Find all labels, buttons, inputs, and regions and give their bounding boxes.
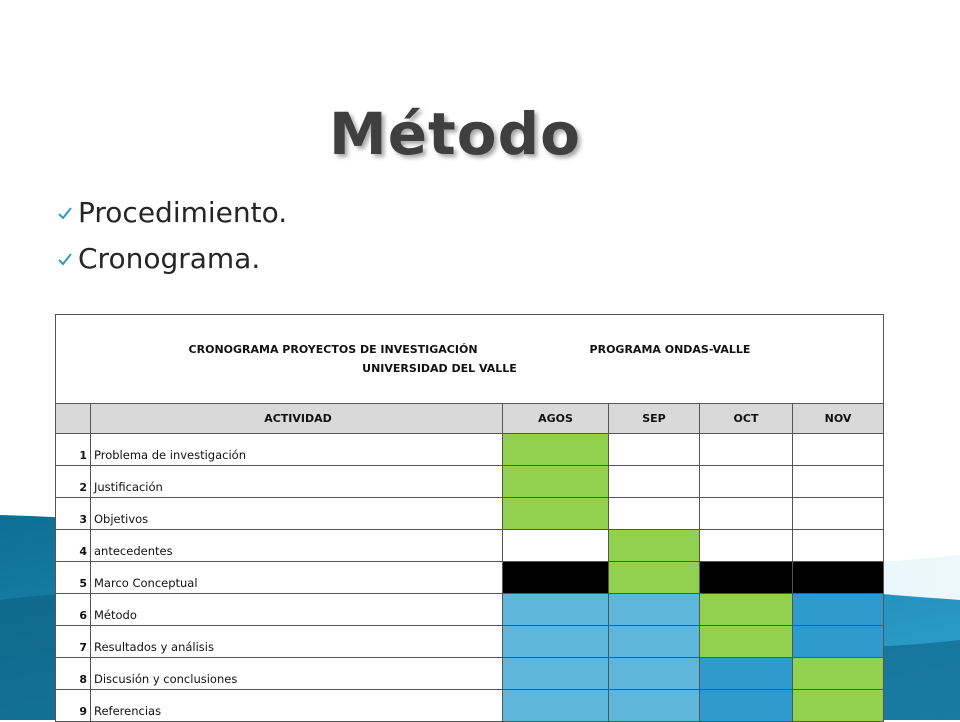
table-row	[56, 594, 884, 626]
column-header-agos: AGOS	[503, 404, 609, 434]
bullet-item	[56, 190, 287, 236]
schedule-cell-sep	[609, 658, 700, 690]
row-activity: Discusión y conclusiones	[91, 658, 503, 690]
schedule-cell-nov	[793, 434, 884, 466]
row-number: 5	[56, 562, 91, 594]
row-activity: antecedentes	[91, 530, 503, 562]
schedule-cell-sep	[609, 530, 700, 562]
schedule-cell-sep	[609, 690, 700, 722]
schedule-cell-agos	[503, 594, 609, 626]
schedule-cell-nov	[793, 466, 884, 498]
schedule-cell-agos	[503, 658, 609, 690]
schedule-cell-sep	[609, 434, 700, 466]
row-activity: Resultados y análisis	[91, 626, 503, 658]
schedule-cell-oct	[700, 690, 793, 722]
row-activity: Método	[91, 594, 503, 626]
table-row	[56, 530, 884, 562]
table-row	[56, 626, 884, 658]
row-number: 6	[56, 594, 91, 626]
bullet-text: Cronograma.	[78, 242, 261, 275]
table-row	[56, 562, 884, 594]
column-header-num	[56, 404, 91, 434]
header-left: CRONOGRAMA PROYECTOS DE INVESTIGACIÓN	[188, 343, 478, 356]
schedule-cell-oct	[700, 530, 793, 562]
schedule-cell-agos	[503, 626, 609, 658]
schedule-cell-nov	[793, 498, 884, 530]
schedule-cell-agos	[503, 466, 609, 498]
schedule-cell-oct	[700, 658, 793, 690]
table-header	[56, 315, 884, 404]
checkmark-icon	[56, 204, 74, 222]
schedule-cell-sep	[609, 562, 700, 594]
row-activity: Marco Conceptual	[91, 562, 503, 594]
bullet-list	[56, 190, 287, 282]
column-header-nov: NOV	[793, 404, 884, 434]
table-row	[56, 658, 884, 690]
row-activity: Justificación	[91, 466, 503, 498]
schedule-cell-nov	[793, 658, 884, 690]
schedule-table	[55, 314, 884, 722]
schedule-cell-nov	[793, 690, 884, 722]
table-row	[56, 498, 884, 530]
table-row	[56, 690, 884, 722]
row-number: 7	[56, 626, 91, 658]
schedule-cell-oct	[700, 466, 793, 498]
schedule-cell-agos	[503, 690, 609, 722]
row-number: 3	[56, 498, 91, 530]
table-row	[56, 466, 884, 498]
schedule-cell-nov	[793, 626, 884, 658]
schedule-cell-nov	[793, 562, 884, 594]
schedule-cell-agos	[503, 530, 609, 562]
bullet-text: Procedimiento.	[78, 196, 288, 229]
schedule-cell-agos	[503, 562, 609, 594]
column-header-oct: OCT	[700, 404, 793, 434]
schedule-cell-oct	[700, 434, 793, 466]
bullet-item	[56, 236, 287, 282]
schedule-cell-oct	[700, 498, 793, 530]
row-activity: Problema de investigación	[91, 434, 503, 466]
row-number: 8	[56, 658, 91, 690]
schedule-cell-sep	[609, 466, 700, 498]
column-header-sep: SEP	[609, 404, 700, 434]
header-right: PROGRAMA ONDAS-VALLE	[589, 343, 751, 356]
schedule-cell-nov	[793, 594, 884, 626]
header-sub: UNIVERSIDAD DEL VALLE	[362, 362, 517, 375]
column-header-row	[56, 404, 884, 434]
schedule-cell-sep	[609, 626, 700, 658]
row-number: 9	[56, 690, 91, 722]
schedule-cell-sep	[609, 498, 700, 530]
schedule-cell-oct	[700, 562, 793, 594]
row-number: 4	[56, 530, 91, 562]
schedule-cell-agos	[503, 498, 609, 530]
column-header-activity: ACTIVIDAD	[91, 404, 503, 434]
schedule-cell-oct	[700, 626, 793, 658]
row-activity: Referencias	[91, 690, 503, 722]
schedule-cell-nov	[793, 530, 884, 562]
schedule-cell-agos	[503, 434, 609, 466]
slide-title: Método	[329, 100, 581, 168]
schedule-cell-sep	[609, 594, 700, 626]
row-number: 2	[56, 466, 91, 498]
row-number: 1	[56, 434, 91, 466]
checkmark-icon	[56, 250, 74, 268]
row-activity: Objetivos	[91, 498, 503, 530]
schedule-cell-oct	[700, 594, 793, 626]
table-row	[56, 434, 884, 466]
